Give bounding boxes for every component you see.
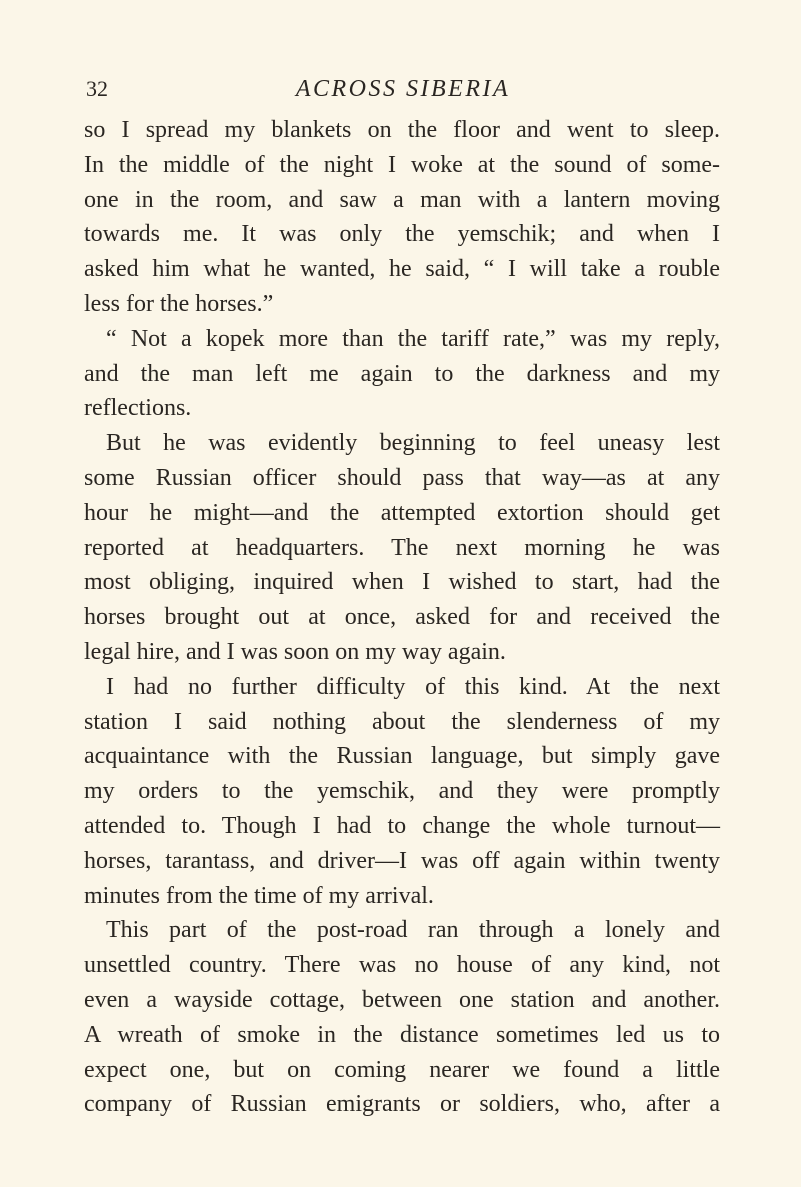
running-title: ACROSS SIBERIA: [295, 76, 511, 102]
text-line: hour he might—and the attempted extortion should get: [84, 499, 720, 526]
text-line: “ Not a kopek more than the tariff rate,” was my reply,: [106, 325, 720, 352]
page-number: 32: [86, 76, 108, 101]
text-line: acquaintance with the Russian language, but simply gave: [84, 743, 720, 770]
text-line: expect one, but on coming nearer we found a little: [84, 1056, 720, 1083]
text-line: one in the room, and saw a man with a lantern moving: [84, 186, 720, 213]
text-line: less for the horses.”: [84, 290, 274, 317]
text-line: horses brought out at once, asked for and received the: [84, 604, 720, 631]
text-line: In the middle of the night I woke at the sound of some-: [84, 151, 720, 178]
text-line: towards me. It was only the yemschik; and when I: [84, 221, 720, 248]
text-line: minutes from the time of my arrival.: [84, 882, 434, 909]
text-line: asked him what he wanted, he said, “ I will take a rouble: [84, 256, 720, 283]
text-line: But he was evidently beginning to feel uneasy lest: [106, 430, 720, 457]
text-line: most obliging, inquired when I wished to start, had the: [84, 569, 720, 596]
text-line: company of Russian emigrants or soldiers, who, after a: [84, 1091, 720, 1118]
text-line: some Russian officer should pass that way—as at any: [84, 464, 720, 491]
text-line: reported at headquarters. The next morning he was: [84, 534, 720, 561]
text-line: horses, tarantass, and driver—I was off again within twenty: [84, 847, 720, 874]
text-line: attended to. Though I had to change the whole turnout—: [84, 812, 720, 839]
running-head: [86, 72, 720, 106]
text-line: so I spread my blankets on the floor and went to sleep.: [84, 117, 720, 143]
text-line: even a wayside cottage, between one station and another.: [84, 986, 720, 1013]
text-line: reflections.: [84, 395, 192, 422]
text-line: my orders to the yemschik, and they were promptly: [84, 778, 720, 805]
text-line: unsettled country. There was no house of any kind, not: [84, 952, 720, 979]
text-line: This part of the post-road ran through a lonely and: [106, 917, 720, 944]
body-text: [84, 113, 720, 1122]
text-line: and the man left me again to the darkness and my: [84, 360, 720, 387]
text-line: A wreath of smoke in the distance sometimes led us to: [84, 1021, 720, 1048]
text-line: station I said nothing about the slenderness of my: [84, 708, 720, 735]
text-line: legal hire, and I was soon on my way again.: [84, 638, 506, 665]
text-line: I had no further difficulty of this kind. At the next: [106, 673, 720, 700]
